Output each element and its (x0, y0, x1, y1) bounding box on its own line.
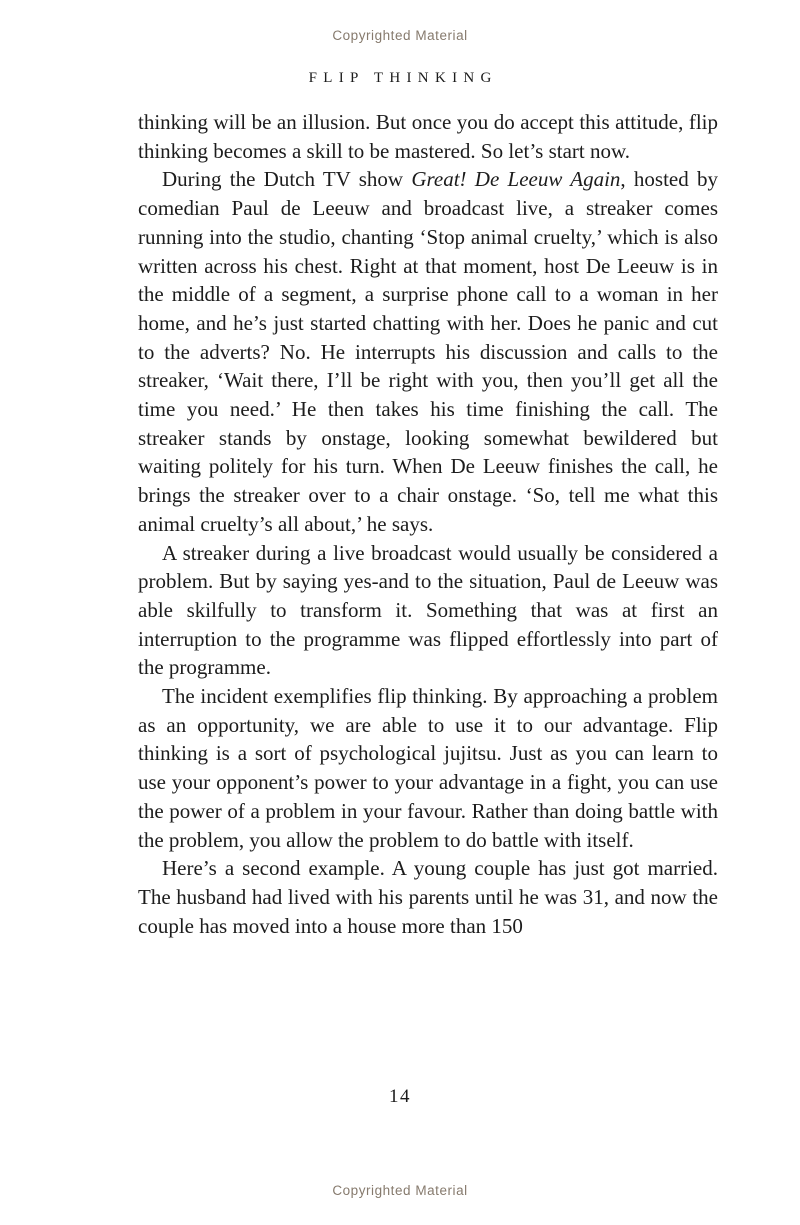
paragraph-2-text-post: , hosted by comedian Paul de Leeuw and broadcast live, a streaker comes running into the studio, chanting ‘Stop animal cruelty,’ which is also written across his chest. Right at that moment, host De Leeuw is in the middle of a segment, a surprise phone call to a woman in her home, and he’s just started chatting with her. Does he panic and cut to the adverts? No. He interrupts his discussion and calls to the streaker, ‘Wait there, I’ll be right with you, then you’ll get all the time you need.’ He then takes his time finishing the call. The streaker stands by onstage, looking somewhat bewildered but waiting politely for his turn. When De Leeuw finishes the call, he brings the streaker over to a chair onstage. ‘So, tell me what this animal cruelty’s all about,’ he says. (138, 167, 718, 536)
page-number: 14 (388, 1086, 412, 1107)
paragraph-2-text-pre: During the Dutch TV show (162, 167, 412, 192)
paragraph-3: A streaker during a live broadcast would usually be considered a problem. But by saying yes-and to the situation, Paul de Leeuw was able skilfully to transform it. Something that was at first an interruption to the programme was flipped effortlessly into part of the programme. (138, 540, 718, 680)
paragraph-1: thinking will be an illusion. But once you do accept this attitude, flip thinking becomes a skill to be mastered. So let’s start now. (138, 110, 718, 163)
paragraph-5: Here’s a second example. A young couple has just got married. The husband had lived with his parents until he was 31, and now the couple has moved into a house more than 150 (138, 856, 718, 938)
tv-show-title-italic: Great! De Leeuw Again (411, 167, 621, 192)
copyright-notice-bottom: Copyrighted Material (332, 1183, 468, 1198)
copyright-notice-top: Copyrighted Material (332, 28, 468, 43)
running-header-title: FLIP THINKING (308, 70, 498, 86)
body-text-block (138, 108, 718, 940)
paragraph-4: The incident exemplifies flip thinking. By approaching a problem as an opportunity, we are able to use it to our advantage. Flip thinking is a sort of psychological jujitsu. Just as you can learn to use your opponent’s power to your advantage in a fight, you can use the power of a problem in your favour. Rather than doing battle with the problem, you allow the problem to do battle with itself. (138, 684, 718, 852)
paragraph-2 (138, 165, 718, 538)
